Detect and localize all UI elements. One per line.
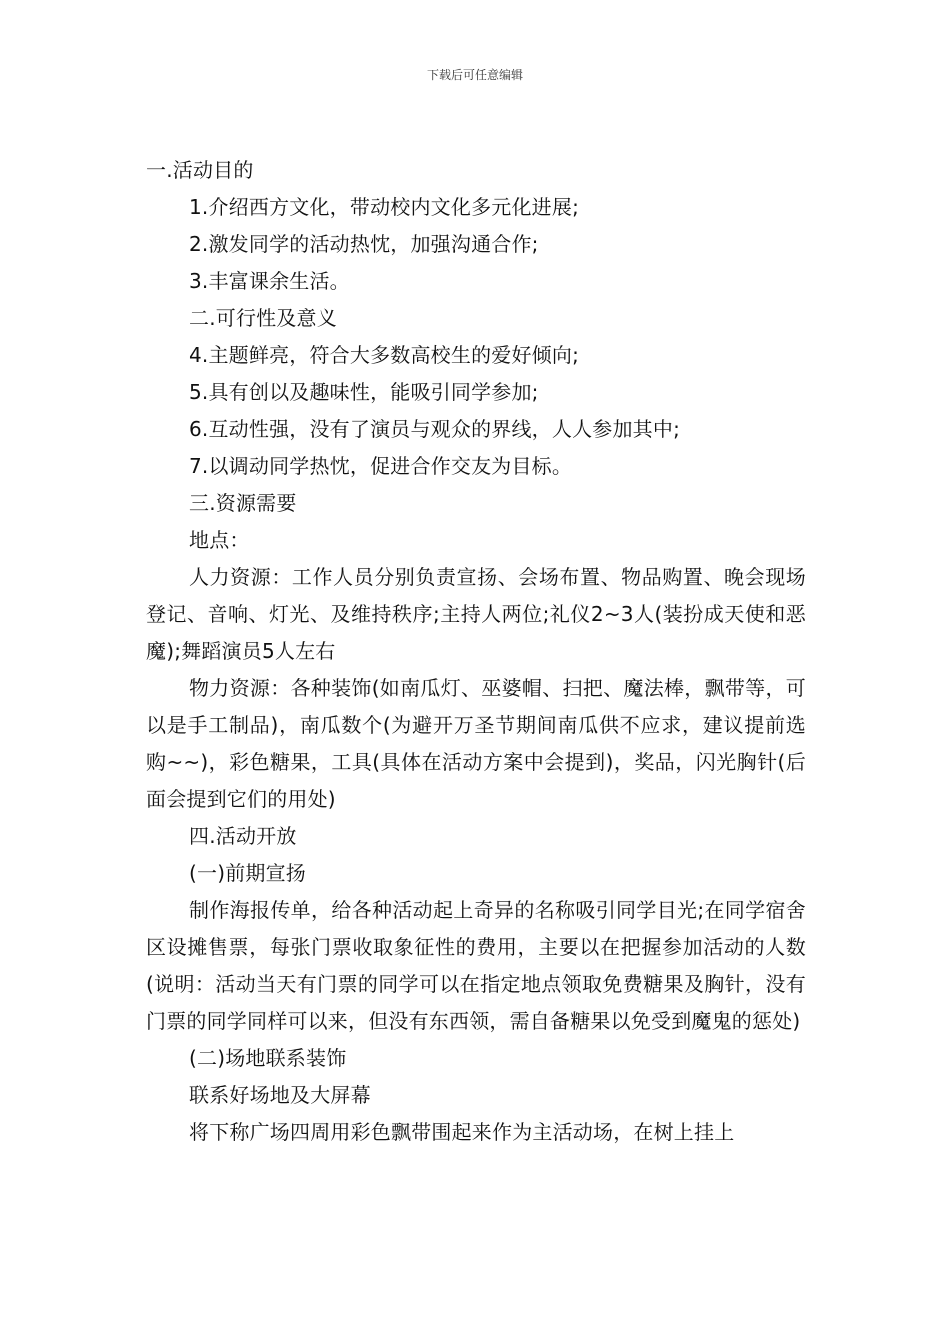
list-item: 7.以调动同学热忱，促进合作交友为目标。 bbox=[189, 454, 573, 478]
list-item: 4.主题鲜亮，符合大多数高校生的爱好倾向; bbox=[189, 343, 580, 367]
paragraph-material-resources: 物力资源：各种装饰(如南瓜灯、巫婆帽、扫把、魔法棒，飘带等，可以是手工制品)，南瓜数个(为避开万圣节期间南瓜供不应求，建议提前选购~~)，彩色糖果，工具(具体在活动方案中会提到)，奖品，闪光胸针(后面会提到它们的用处) bbox=[146, 676, 806, 811]
list-item: 6.互动性强，没有了演员与观众的界线，人人参加其中; bbox=[189, 417, 681, 441]
section-heading-resources: 三.资源需要 bbox=[189, 491, 297, 515]
list-item: 5.具有创以及趣味性，能吸引同学参加; bbox=[189, 380, 539, 404]
paragraph-venue-decoration: 将下称广场四周用彩色飘带围起来作为主活动场，在树上挂上 bbox=[189, 1120, 735, 1144]
paragraph-promotion: 制作海报传单，给各种活动起上奇异的名称吸引同学目光;在同学宿舍区设摊售票，每张门票收取象征性的费用，主要以在把握参加活动的人数(说明：活动当天有门票的同学可以在指定地点领取免费糖果及胸针，没有门票的同学同样可以来，但没有东西领，需自备糖果以免受到魔鬼的惩处) bbox=[146, 898, 806, 1033]
page-header-note: 下载后可任意编辑 bbox=[426, 68, 523, 82]
paragraph-venue-screen: 联系好场地及大屏幕 bbox=[189, 1083, 371, 1107]
section-heading-goals: 一.活动目的 bbox=[146, 158, 254, 182]
section-heading-activity: 四.活动开放 bbox=[189, 824, 297, 848]
document-body bbox=[146, 152, 806, 1151]
list-item: 2.激发同学的活动热忱，加强沟通合作; bbox=[189, 232, 539, 256]
paragraph-human-resources: 人力资源：工作人员分别负责宣扬、会场布置、物品购置、晚会现场登记、音响、灯光、及维持秩序;主持人两位;礼仪2~3人(装扮成天使和恶魔);舞蹈演员5人左右 bbox=[146, 565, 806, 663]
list-item: 1.介绍西方文化，带动校内文化多元化进展; bbox=[189, 195, 580, 219]
list-item: 3.丰富课余生活。 bbox=[189, 269, 350, 293]
section-heading-feasibility: 二.可行性及意义 bbox=[189, 306, 337, 330]
subsection-heading-venue: (二)场地联系装饰 bbox=[189, 1046, 347, 1070]
subsection-heading-promotion: (一)前期宣扬 bbox=[189, 861, 307, 885]
paragraph-location: 地点： bbox=[189, 528, 250, 552]
